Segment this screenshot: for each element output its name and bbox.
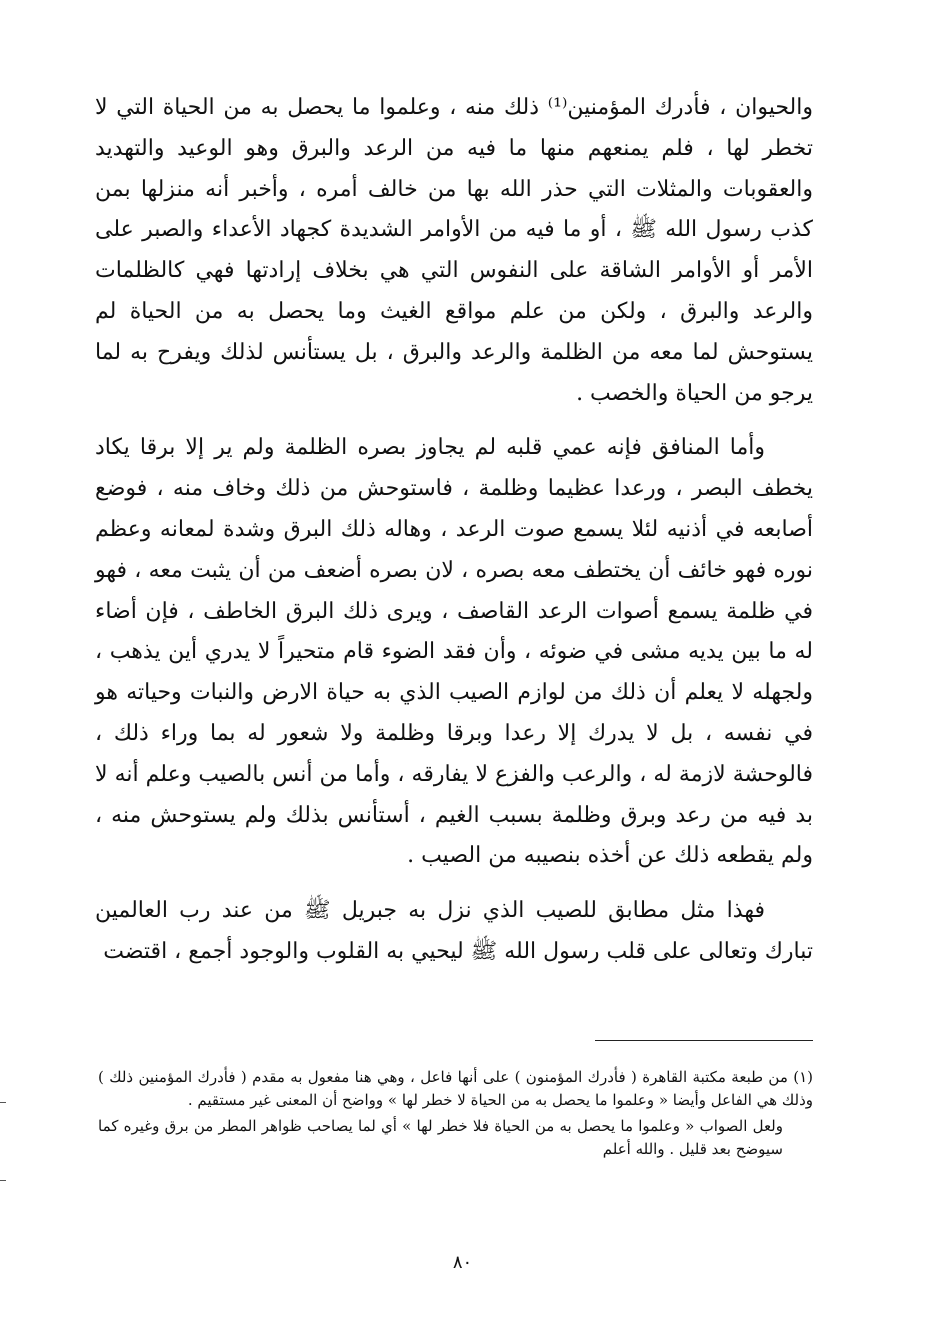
footnote-1: (١) من طبعة مكتبة القاهرة ( فأدرك المؤمنون ) على أنها فاعل ، وهي هنا مفعول به مقدم ( فأدرك المؤمنين ذلك ) وذلك هي الفاعل وأيضا « وعلموا ما يحصل به من الحياة لا خطر لها » وواضح أن المعنى غير مستقيم . <box>98 1068 813 1109</box>
page-number: ٨٠ <box>452 1252 473 1273</box>
footnotes <box>98 1066 813 1160</box>
paragraph-1: والحيوان ، فأدرك المؤمنين⁽¹⁾ ذلك منه ، وعلموا ما يحصل به من الحياة التي لا تخطر لها ، فلم يمنعهم منها ما فيه من الرعد والبرق وهو الوعيد والتهديد والعقوبات والمثلات التي حذر الله بها من خالف أمره ، وأخبر أنه منزلها بمن كذب رسول الله ﷺ ، أو ما فيه من الأوامر الشديدة كجهاد الأعداء والصبر على الأمر أو الأوامر الشاقة على النفوس التي هي بخلاف إرادتها فهي كالظلمات والرعد والبرق ، ولكن من علم مواقع الغيث وما يحصل به من الحياة لم يستوحش لما معه من الظلمة والرعد والبرق ، بل يستأنس لذلك ويفرح به لما يرجو من الحياة والخصب . <box>95 95 813 406</box>
margin-tick-mark <box>0 1102 6 1103</box>
paragraph-2: وأما المنافق فإنه عمي قلبه لم يجاوز بصره الظلمة ولم ير إلا برقا يكاد يخطف البصر ، ورعدا عظيما وظلمة ، فاستوحش من ذلك وخاف منه ، فوضع أصابعه في أذنيه لئلا يسمع صوت الرعد ، وهاله ذلك البرق وشدة لمعانه وعظم نوره فهو خائف أن يختطف معه بصره ، لان بصره أضعف من أن يثبت معه ، فهو في ظلمة يسمع أصوات الرعد القاصف ، ويرى ذلك البرق الخاطف ، فإن أضاء له ما بين يديه مشى في ضوئه ، وأن فقد الضوء قام متحيراً لا يدري أين يذهب ، ولجهله لا يعلم أن ذلك من لوازم الصيب الذي به حياة الارض والنبات وحياته هو في نفسه ، بل لا يدرك إلا رعدا وبرقا وظلمة ولا شعور له بما وراء ذلك ، فالوحشة لازمة له ، والرعب والفزع لا يفارقه ، وأما من أنس بالصيب وعلم أنه لا بد فيه من رعد وبرق وظلمة بسبب الغيم ، أستأنس بذلك ولم يستوحش منه ، ولم يقطعه ذلك عن أخذه بنصيبه من الصيب . <box>95 435 813 869</box>
paragraph-3: فهذا مثل مطابق للصيب الذي نزل به جبريل ﷺ من عند رب العالمين تبارك وتعالى على قلب رسول الله ﷺ ليحيي به القلوب والوجود أجمع ، اقتضت <box>95 898 813 964</box>
main-text <box>95 88 813 973</box>
margin-tick-mark <box>0 1180 6 1181</box>
footnote-1-continuation: ولعل الصواب « وعلموا ما يحصل به من الحياة فلا خطر لها » أي لما يصاحب ظواهر المطر من برق وغيره كما سيوضح بعد قليل . والله أعلم <box>98 1117 783 1158</box>
footnote-divider <box>595 1040 813 1041</box>
